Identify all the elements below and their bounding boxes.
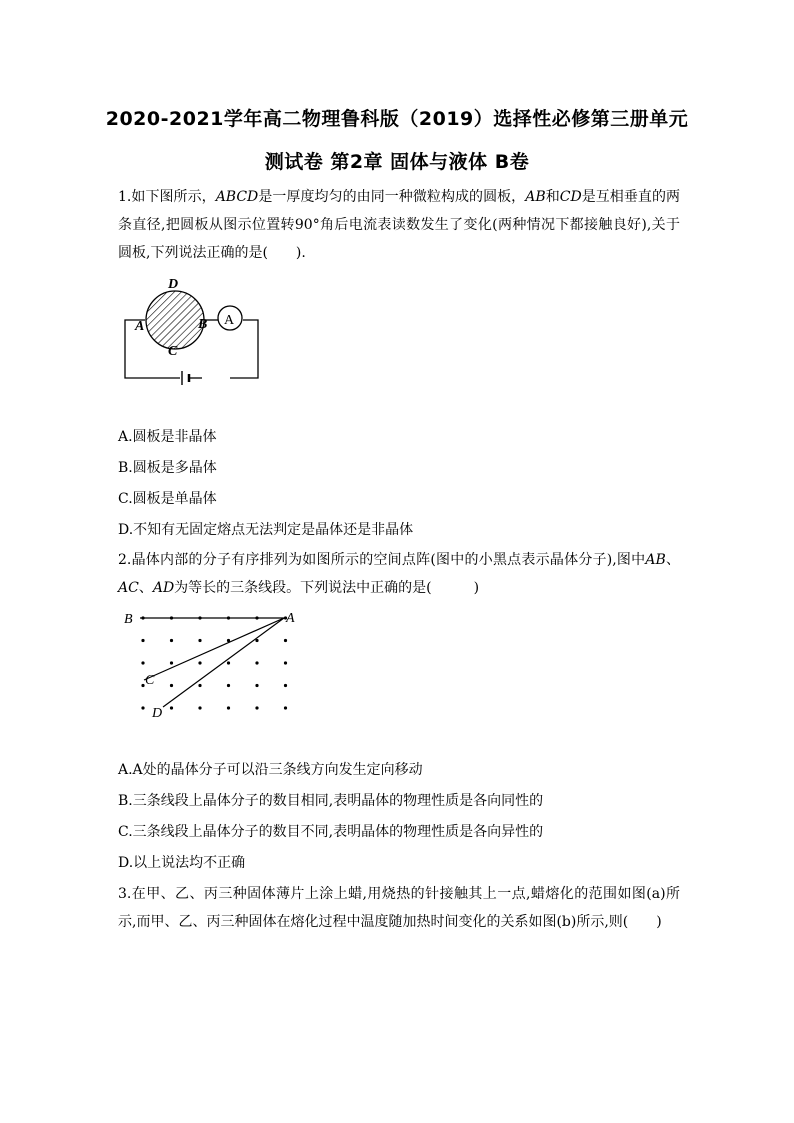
question-2-stem: 2.晶体内部的分子有序排列为如图所示的空间点阵(图中的小黑点表示晶体分子),图中AB、AC、AD为等长的三条线段。下列说法中正确的是( ) bbox=[118, 552, 681, 596]
document-title-line-2: 测试卷 第2章 固体与液体 B卷 bbox=[264, 151, 530, 173]
segment-ac bbox=[144, 618, 284, 680]
question-3-stem: 3.在甲、乙、丙三种固体薄片上涂上蜡,用烧热的针接触其上一点,蜡熔化的范围如图(a)所示,而甲、乙、丙三种固体在熔化过程中温度随加热时间变化的关系如图(b)所示,则( ) bbox=[118, 886, 680, 930]
label-c: C bbox=[145, 673, 155, 688]
disc-circle bbox=[146, 291, 204, 349]
lattice-dot bbox=[141, 639, 144, 642]
lattice-dot bbox=[284, 639, 287, 642]
label-b: B bbox=[198, 317, 208, 332]
lattice-dot bbox=[141, 706, 144, 709]
lattice-dot bbox=[227, 706, 230, 709]
lattice-dot bbox=[170, 661, 173, 664]
lattice-dot bbox=[198, 684, 201, 687]
q1-option-d[interactable]: D.不知有无固定熔点无法判定是晶体还是非晶体 bbox=[118, 522, 414, 538]
segment-ad bbox=[163, 618, 284, 707]
ammeter-label: A bbox=[224, 313, 235, 328]
label-c: C bbox=[168, 344, 178, 359]
q2-option-c[interactable]: C.三条线段上晶体分子的数目不同,表明晶体的物理性质是各向异性的 bbox=[118, 824, 544, 840]
question-1-circuit-figure bbox=[118, 270, 268, 388]
label-a: A bbox=[286, 611, 295, 626]
lattice-dot bbox=[284, 706, 287, 709]
label-a: A bbox=[135, 319, 145, 334]
lattice-dot bbox=[227, 661, 230, 664]
q2-option-a[interactable]: A.A处的晶体分子可以沿三条线方向发生定向移动 bbox=[118, 762, 423, 778]
lattice-dot bbox=[170, 639, 173, 642]
q1-option-b[interactable]: B.圆板是多晶体 bbox=[118, 460, 217, 476]
q2-option-d[interactable]: D.以上说法均不正确 bbox=[118, 855, 246, 871]
lattice-dot bbox=[227, 684, 230, 687]
label-d: D bbox=[168, 277, 179, 292]
label-b: B bbox=[124, 612, 133, 627]
question-2-lattice-figure bbox=[118, 604, 308, 732]
lattice-dot bbox=[141, 661, 144, 664]
document-title-line-1: 2020-2021学年高二物理鲁科版（2019）选择性必修第三册单元 bbox=[105, 108, 689, 130]
lattice-dot bbox=[284, 684, 287, 687]
q2-option-b[interactable]: B.三条线段上晶体分子的数目相同,表明晶体的物理性质是各向同性的 bbox=[118, 793, 544, 809]
lattice-dot bbox=[198, 706, 201, 709]
question-1-stem: 1.如下图所示，ABCD是一厚度均匀的由同一种微粒构成的圆板，AB和CD是互相垂直的两条直径,把圆板从图示位置转90°角后电流表读数发生了变化(两种情况下都接触良好),关于圆板,下列说法正确的是( ). bbox=[118, 189, 680, 261]
q1-option-a[interactable]: A.圆板是非晶体 bbox=[118, 429, 217, 445]
lattice-dot bbox=[255, 684, 258, 687]
lattice-dot bbox=[198, 639, 201, 642]
lattice-dot bbox=[255, 661, 258, 664]
q1-option-c[interactable]: C.圆板是单晶体 bbox=[118, 491, 217, 507]
lattice-dot bbox=[284, 661, 287, 664]
lattice-dot bbox=[170, 684, 173, 687]
lattice-dot bbox=[255, 706, 258, 709]
label-d: D bbox=[152, 706, 163, 721]
lattice-dot bbox=[170, 706, 173, 709]
lattice-dot bbox=[198, 661, 201, 664]
